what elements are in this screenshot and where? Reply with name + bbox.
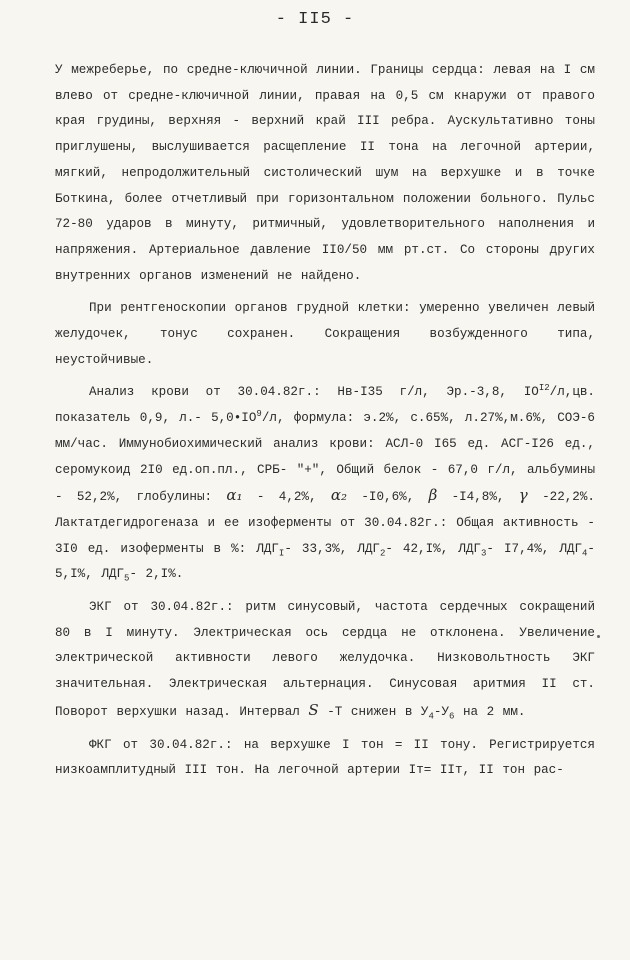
- greek-alpha1: α₁: [226, 486, 243, 505]
- paragraph-blood-analysis: [55, 380, 595, 588]
- superscript: 9: [256, 408, 262, 419]
- text-segment: -I0,6%,: [347, 490, 429, 505]
- subscript: 4: [582, 548, 588, 559]
- text-segment: /л, формула: э.2%, с.65%, л.27%,м.6%, СОЭ-6 мм/час. Иммунобиохимический анализ крови: АСЛ-0 I65 ед. АСГ-I26 ед., серомукоид 2I0 ед.оп.пл., СРБ- "+", Общий белок - 67,0 г/л, альбумины - 52,2%, глобулины:: [55, 411, 595, 505]
- text-segment: - 42,I%, ЛДГ: [385, 541, 481, 556]
- paragraph-xray: При рентгеноскопии органов грудной клетки: умеренно увеличен левый желудочек, тонус сохранен. Сокращения возбужденного типа, неустойчивые.: [55, 301, 595, 367]
- greek-beta: β: [428, 486, 438, 505]
- text-segment: на 2 мм.: [454, 704, 526, 719]
- subscript: 4: [428, 711, 434, 722]
- subscript: I: [278, 548, 285, 559]
- text-segment: Анализ крови от 30.04.82г.: Нв-I35 г/л, Эр.-3,8, IO: [89, 385, 539, 400]
- subscript: 3: [480, 548, 487, 559]
- body-text: [55, 58, 595, 784]
- text-segment: -22,2%. Лактатдегидрогеназа и ее изоферменты от 30.04.82г.: Общая активность - 3I0 ед. изоферменты в %: ЛДГ: [55, 490, 595, 556]
- text-segment: -У: [433, 704, 450, 719]
- text-segment: - 4,2%,: [242, 490, 331, 505]
- text-segment: -Т снижен в У: [318, 704, 429, 719]
- subscript: 5: [124, 573, 130, 584]
- handwritten-s-letter: S: [308, 700, 319, 719]
- superscript: I2: [538, 383, 550, 394]
- text-segment: /л,цв. показатель 0,9, л.- 5,0•IO: [55, 385, 595, 426]
- text-segment: - 2,I%.: [129, 567, 184, 582]
- text-segment: - 33,3%, ЛДГ: [284, 541, 380, 556]
- paragraph-ecg: [55, 595, 595, 726]
- paragraph-pcg: ФКГ от 30.04.82г.: на верхушке I тон = II тону. Регистрируется низкоамплитудный III тон. На легочной артерии Iт= IIт, II тон рас-: [55, 737, 595, 778]
- text-segment: - 5,I%, ЛДГ: [55, 541, 595, 582]
- greek-alpha2: α₂: [330, 486, 348, 505]
- stray-dot-mark: [597, 635, 600, 638]
- text-segment: ЭКГ от 30.04.82г.: ритм синусовый, частота сердечных сокращений 80 в I минуту. Электрическая ось сердца не отклонена. Увеличение электрической активности левого желудочка. Низковольтность ЭКГ значительная. Электрическая альтернация. Синусовая аритмия II ст. Поворот верхушки назад. Интервал: [55, 600, 595, 719]
- paragraph-exam-findings: У межреберье, по средне-ключичной линии. Границы сердца: левая на I см влево от средне-ключичной линии, правая на 0,5 см кнаружи от правого края грудины, верхняя - верхний край III ребра. Аускультативно тоны приглушены, выслушивается расщепление II тона на легочной артерии, мягкий, непродолжительный систолический шум на верхушке и в точке Боткина, более отчетливый при горизонтальном положении больного. Пульс 72-80 ударов в минуту, ритмичный, удовлетворительного наполнения и напряжения. Артериальное давление II0/50 мм рт.ст. Со стороны других внутренних органов изменений не найдено.: [55, 63, 595, 283]
- greek-gamma: γ: [518, 486, 528, 505]
- page-number: - II5 -: [275, 10, 355, 29]
- subscript: 6: [449, 711, 455, 722]
- text-segment: - I7,4%, ЛДГ: [486, 541, 583, 556]
- subscript: 2: [379, 548, 386, 559]
- text-segment: -I4,8%,: [437, 490, 519, 505]
